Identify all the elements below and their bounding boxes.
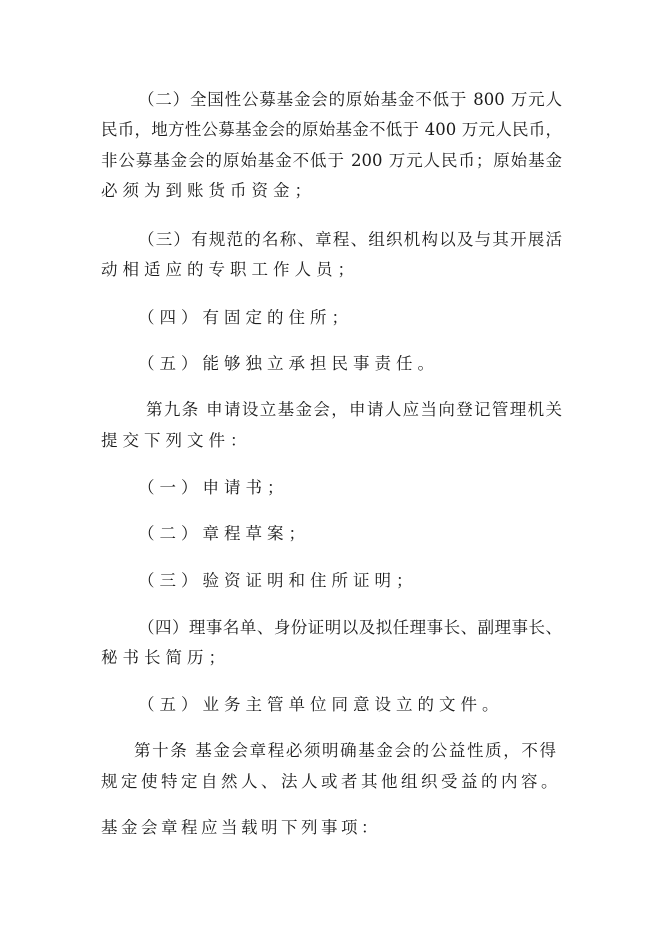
article-10-line: 规定使特定自然人、法人或者其他组织受益的内容。 [101,772,561,791]
paragraph-line: 必须为到账货币资金； [101,181,316,200]
paragraph-line: （三）有规范的名称、章程、组织机构以及与其开展活 [138,230,562,249]
paragraph-line: （四）有固定的住所； [138,308,353,327]
paragraph-line: （五）能够独立承担民事责任。 [138,354,439,373]
paragraph-line: （四）理事名单、身份证明以及拟任理事长、副理事长、 [138,618,562,637]
paragraph-line: （二）全国性公募基金会的原始基金不低于 800 万元人 [138,90,562,109]
paragraph-line: 动相适应的专职工作人员； [101,260,359,279]
article-10-line: 第十条 基金会章程必须明确基金会的公益性质，不得 [134,741,556,760]
article-9-line: 第九条 申请设立基金会，申请人应当向登记管理机关 [146,400,562,419]
paragraph-line: （五）业务主管单位同意设立的文件。 [138,695,504,714]
paragraph-line: 秘书长简历； [101,648,230,667]
article-9-line: 提交下列文件： [101,431,252,450]
paragraph-line: （三）验资证明和住所证明； [138,571,418,590]
paragraph-line: 非公募基金会的原始基金不低于 200 万元人民币；原始基金 [101,151,562,170]
paragraph-line: （一）申请书； [138,478,289,497]
paragraph-line: 民币，地方性公募基金会的原始基金不低于 400 万元人民币， [101,120,562,139]
paragraph-line: （二）章程草案； [138,524,310,543]
paragraph-line: 基金会章程应当载明下列事项： [101,818,381,837]
